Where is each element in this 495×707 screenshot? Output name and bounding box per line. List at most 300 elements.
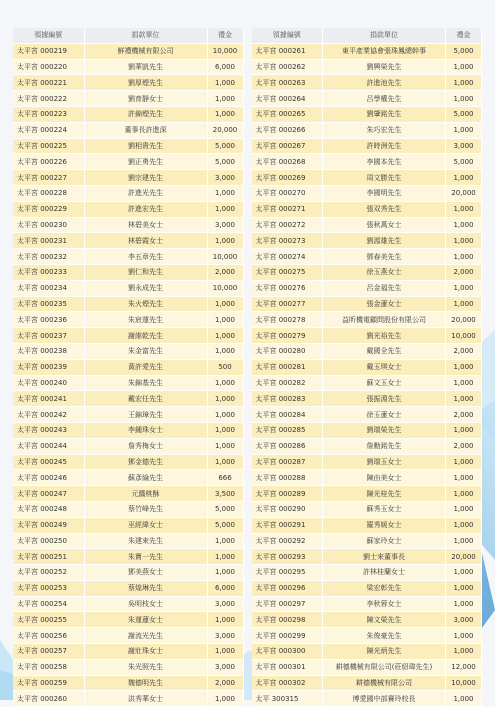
receipt-code-cell: 太平宮 000302	[252, 675, 323, 691]
receipt-code-cell: 太平宮 000267	[252, 138, 323, 154]
table-row	[13, 596, 243, 612]
amount-cell: 1,000	[446, 501, 482, 517]
amount-cell: 1,000	[446, 170, 482, 186]
receipt-code-cell: 太平宮 000262	[252, 59, 323, 75]
receipt-code-cell: 太平宮 000237	[13, 328, 84, 344]
receipt-code-cell: 太平宮 000287	[252, 454, 323, 470]
table-row	[252, 565, 482, 581]
amount-cell: 1,000	[446, 359, 482, 375]
amount-cell: 1,000	[207, 328, 243, 344]
donor-name-cell: 詹勳銘先生	[323, 438, 446, 454]
receipt-code-cell: 太平宮 000292	[252, 533, 323, 549]
donor-name-cell: 劉相貴先生	[84, 138, 207, 154]
amount-cell: 1,000	[207, 91, 243, 107]
amount-cell: 1,000	[446, 59, 482, 75]
table-row	[13, 486, 243, 502]
amount-cell: 2,000	[446, 264, 482, 280]
receipt-code-cell: 太平宮 000300	[252, 644, 323, 660]
amount-cell: 10,000	[446, 675, 482, 691]
amount-cell: 1,000	[446, 486, 482, 502]
donor-name-cell: 周文勝先生	[323, 170, 446, 186]
table-row	[252, 375, 482, 391]
amount-cell: 20,000	[446, 549, 482, 565]
table-row	[252, 91, 482, 107]
donor-name-cell: 徐玉燕女士	[323, 264, 446, 280]
donor-name-cell: 劉仁和先生	[84, 264, 207, 280]
receipt-code-cell: 太平宮 000254	[13, 596, 84, 612]
donor-name-cell: 朱運蓮女士	[84, 612, 207, 628]
donor-name-cell: 林碧霞女士	[84, 233, 207, 249]
table-row	[252, 628, 482, 644]
table-row	[13, 106, 243, 122]
table-row	[252, 264, 482, 280]
amount-cell: 3,000	[207, 628, 243, 644]
receipt-code-cell: 太平宮 000272	[252, 217, 323, 233]
amount-cell: 1,000	[207, 691, 243, 707]
receipt-code-cell: 太平宮 000240	[13, 375, 84, 391]
donor-name-cell: 劉瑞榮先生	[323, 422, 446, 438]
amount-cell: 1,000	[446, 91, 482, 107]
receipt-code-cell: 太平宮 000251	[13, 549, 84, 565]
donor-name-cell: 戴玉琪女士	[323, 359, 446, 375]
table-row	[13, 454, 243, 470]
table-row	[13, 201, 243, 217]
receipt-code-cell: 太平宮 000225	[13, 138, 84, 154]
receipt-code-cell: 太平宮 000289	[252, 486, 323, 502]
amount-cell: 1,000	[446, 517, 482, 533]
donor-name-cell: 許錦煙先生	[84, 106, 207, 122]
donor-name-cell: 蘇彥綸先生	[84, 470, 207, 486]
amount-cell: 1,000	[446, 122, 482, 138]
donor-name-cell: 李國本先生	[323, 154, 446, 170]
table-row	[13, 407, 243, 423]
donor-name-cell: 劉源雄先生	[323, 233, 446, 249]
receipt-code-cell: 太平宮 000229	[13, 201, 84, 217]
table-row	[13, 296, 243, 312]
donor-name-cell: 陳光炳先生	[323, 644, 446, 660]
receipt-code-cell: 太平宮 000244	[13, 438, 84, 454]
header-amount: 禮金	[446, 28, 482, 43]
table-row	[252, 312, 482, 328]
receipt-code-cell: 太平宮 000246	[13, 470, 84, 486]
donor-name-cell: 朱寶一先生	[84, 549, 207, 565]
receipt-code-cell: 太平宮 000220	[13, 59, 84, 75]
receipt-code-cell: 太平 300315	[252, 691, 323, 707]
receipt-code-cell: 太平宮 000255	[13, 612, 84, 628]
amount-cell: 3,000	[446, 138, 482, 154]
receipt-code-cell: 太平宮 000252	[13, 565, 84, 581]
amount-cell: 1,000	[446, 201, 482, 217]
table-row	[13, 517, 243, 533]
amount-cell: 1,000	[207, 438, 243, 454]
receipt-code-cell: 太平宮 000270	[252, 185, 323, 201]
amount-cell: 1,000	[207, 454, 243, 470]
table-row	[252, 659, 482, 675]
amount-cell: 1,000	[207, 233, 243, 249]
amount-cell: 1,000	[207, 343, 243, 359]
table-row	[252, 486, 482, 502]
amount-cell: 1,000	[207, 312, 243, 328]
table-row	[13, 233, 243, 249]
table-row	[13, 359, 243, 375]
amount-cell: 1,000	[207, 407, 243, 423]
table-row	[13, 549, 243, 565]
table-row	[252, 596, 482, 612]
donor-name-cell: 李鍾珠女士	[84, 422, 207, 438]
receipt-code-cell: 太平宮 000279	[252, 328, 323, 344]
table-row	[13, 185, 243, 201]
table-row	[13, 391, 243, 407]
table-row	[13, 628, 243, 644]
donor-name-cell: 許時洲先生	[323, 138, 446, 154]
receipt-code-cell: 太平宮 000249	[13, 517, 84, 533]
table-row	[13, 75, 243, 91]
amount-cell: 5,000	[446, 154, 482, 170]
table-row	[252, 59, 482, 75]
donor-name-cell: 朱巧宏先生	[323, 122, 446, 138]
donor-name-cell: 謝流光先生	[84, 628, 207, 644]
donor-name-cell: 謝維乾先生	[84, 328, 207, 344]
amount-cell: 1,000	[207, 565, 243, 581]
donor-name-cell: 戴國全先生	[323, 343, 446, 359]
receipt-code-cell: 太平宮 000269	[252, 170, 323, 186]
receipt-code-cell: 太平宮 000256	[13, 628, 84, 644]
donor-name-cell: 劉厚煙先生	[84, 75, 207, 91]
receipt-code-cell: 太平宮 000222	[13, 91, 84, 107]
table-row	[13, 375, 243, 391]
amount-cell: 20,000	[207, 122, 243, 138]
amount-cell: 6,000	[207, 59, 243, 75]
donor-name-cell: 朱金富先生	[84, 343, 207, 359]
donor-name-cell: 耕德機械有限公司(莊紹瑋先生)	[323, 659, 446, 675]
table-row	[252, 407, 482, 423]
amount-cell: 1,000	[446, 533, 482, 549]
table-row	[252, 249, 482, 265]
table-row	[13, 501, 243, 517]
receipt-code-cell: 太平宮 000285	[252, 422, 323, 438]
table-row	[252, 280, 482, 296]
receipt-code-cell: 太平宮 000276	[252, 280, 323, 296]
table-row	[252, 43, 482, 59]
table-row	[13, 59, 243, 75]
donor-name-cell: 蘇秀玉女士	[323, 501, 446, 517]
receipt-code-cell: 太平宮 000265	[252, 106, 323, 122]
amount-cell: 5,000	[207, 154, 243, 170]
amount-cell: 3,500	[207, 486, 243, 502]
amount-cell: 5,000	[446, 106, 482, 122]
donor-name-cell: 謝壯珠女士	[84, 644, 207, 660]
receipt-code-cell: 太平宮 000284	[252, 407, 323, 423]
amount-cell: 1,000	[446, 628, 482, 644]
receipt-code-cell: 太平宮 000282	[252, 375, 323, 391]
amount-cell: 1,000	[446, 691, 482, 707]
table-row	[13, 565, 243, 581]
table-row	[13, 691, 243, 707]
amount-cell: 3,000	[207, 659, 243, 675]
donor-name-cell: 劉光裕先生	[323, 328, 446, 344]
receipt-code-cell: 太平宮 000264	[252, 91, 323, 107]
donor-name-cell: 鄧金德先生	[84, 454, 207, 470]
receipt-code-cell: 太平宮 000233	[13, 264, 84, 280]
receipt-code-cell: 太平宮 000257	[13, 644, 84, 660]
receipt-code-cell: 太平宮 000283	[252, 391, 323, 407]
receipt-code-cell: 太平宮 000253	[13, 580, 84, 596]
receipt-code-cell: 太平宮 000231	[13, 233, 84, 249]
amount-cell: 3,000	[207, 217, 243, 233]
table-row	[13, 43, 243, 59]
receipt-code-cell: 太平宮 000275	[252, 264, 323, 280]
table-row	[13, 91, 243, 107]
amount-cell: 5,000	[207, 501, 243, 517]
header-donor: 捐款單位	[323, 28, 446, 43]
table-row	[252, 328, 482, 344]
receipt-code-cell: 太平宮 000288	[252, 470, 323, 486]
donor-name-cell: 巫經緯女士	[84, 517, 207, 533]
amount-cell: 10,000	[207, 280, 243, 296]
table-row	[252, 612, 482, 628]
amount-cell: 1,000	[446, 644, 482, 660]
table-row	[13, 122, 243, 138]
table-row	[252, 106, 482, 122]
donor-name-cell: 許進光先生	[84, 185, 207, 201]
receipt-code-cell: 太平宮 000239	[13, 359, 84, 375]
donor-name-cell: 劉瑞玉女士	[323, 454, 446, 470]
table-row	[252, 549, 482, 565]
donor-name-cell: 呂金福先生	[323, 280, 446, 296]
receipt-code-cell: 太平宮 000291	[252, 517, 323, 533]
receipt-code-cell: 太平宮 000296	[252, 580, 323, 596]
table-row	[13, 659, 243, 675]
donor-name-cell: 鄧春美先生	[323, 249, 446, 265]
donor-name-cell: 吳明枝女士	[84, 596, 207, 612]
amount-cell: 3,000	[207, 596, 243, 612]
donor-name-cell: 羅秀媛女士	[323, 517, 446, 533]
table-row	[13, 217, 243, 233]
receipt-code-cell: 太平宮 000248	[13, 501, 84, 517]
donor-name-cell: 劉正勇先生	[84, 154, 207, 170]
donor-name-cell: 洪秀華女士	[84, 691, 207, 707]
table-row	[13, 328, 243, 344]
table-row	[252, 580, 482, 596]
receipt-code-cell: 太平宮 000297	[252, 596, 323, 612]
receipt-code-cell: 太平宮 000268	[252, 154, 323, 170]
donor-name-cell: 王錦璋先生	[84, 407, 207, 423]
donor-name-cell: 林碧美女士	[84, 217, 207, 233]
donor-name-cell: 東平產業協會張珠鳳總幹事	[323, 43, 446, 59]
table-row	[13, 343, 243, 359]
receipt-code-cell: 太平宮 000278	[252, 312, 323, 328]
donation-list	[13, 28, 482, 707]
donor-name-cell: 呂學權先生	[323, 91, 446, 107]
table-row	[252, 296, 482, 312]
donor-name-cell: 戴宏任先生	[84, 391, 207, 407]
donor-name-cell: 陳由美女士	[323, 470, 446, 486]
receipt-code-cell: 太平宮 000281	[252, 359, 323, 375]
amount-cell: 1,000	[446, 375, 482, 391]
receipt-code-cell: 太平宮 000224	[13, 122, 84, 138]
header-donor: 捐款單位	[84, 28, 207, 43]
table-row	[13, 312, 243, 328]
donation-table-right	[252, 28, 483, 707]
table-row	[252, 501, 482, 517]
amount-cell: 500	[207, 359, 243, 375]
donor-name-cell: 蔡竹峰先生	[84, 501, 207, 517]
table-row	[252, 138, 482, 154]
amount-cell: 1,000	[446, 422, 482, 438]
table-row	[13, 644, 243, 660]
receipt-code-cell: 太平宮 000247	[13, 486, 84, 502]
amount-cell: 2,000	[446, 438, 482, 454]
receipt-code-cell: 太平宮 000266	[252, 122, 323, 138]
donor-name-cell: 劉肇銘先生	[323, 106, 446, 122]
receipt-code-cell: 太平宮 000219	[13, 43, 84, 59]
donor-name-cell: 朱宸運先生	[84, 312, 207, 328]
donor-name-cell: 李國明先生	[323, 185, 446, 201]
donor-name-cell: 益昕機電顧問股份有限公司	[323, 312, 446, 328]
amount-cell: 10,000	[446, 328, 482, 344]
table-row	[13, 612, 243, 628]
donor-name-cell: 博愛國中部賽玲校長	[323, 691, 446, 707]
receipt-code-cell: 太平宮 000295	[252, 565, 323, 581]
amount-cell: 2,000	[207, 675, 243, 691]
table-row	[13, 580, 243, 596]
table-row	[252, 217, 482, 233]
amount-cell: 1,000	[207, 201, 243, 217]
receipt-code-cell: 太平宮 000228	[13, 185, 84, 201]
receipt-code-cell: 太平宮 000261	[252, 43, 323, 59]
table-header-row	[13, 28, 243, 43]
header-code: 領據編號	[13, 28, 84, 43]
donor-name-cell: 張秋萬女士	[323, 217, 446, 233]
donor-name-cell: 耕德機械有限公司	[323, 675, 446, 691]
donor-name-cell: 陳文榮先生	[323, 612, 446, 628]
receipt-code-cell: 太平宮 000273	[252, 233, 323, 249]
amount-cell: 2,000	[446, 343, 482, 359]
amount-cell: 1,000	[446, 391, 482, 407]
donor-name-cell: 劉興榮先生	[323, 59, 446, 75]
receipt-code-cell: 太平宮 000232	[13, 249, 84, 265]
table-row	[13, 264, 243, 280]
receipt-code-cell: 太平宮 000290	[252, 501, 323, 517]
amount-cell: 1,000	[446, 233, 482, 249]
amount-cell: 12,000	[446, 659, 482, 675]
receipt-code-cell: 太平宮 000234	[13, 280, 84, 296]
amount-cell: 1,000	[207, 644, 243, 660]
donor-name-cell: 朱俊豪先生	[323, 628, 446, 644]
table-row	[252, 422, 482, 438]
amount-cell: 3,000	[446, 612, 482, 628]
table-row	[252, 201, 482, 217]
table-row	[13, 422, 243, 438]
amount-cell: 1,000	[207, 75, 243, 91]
table-row	[252, 644, 482, 660]
receipt-code-cell: 太平宮 000271	[252, 201, 323, 217]
donor-name-cell: 朱建來先生	[84, 533, 207, 549]
receipt-code-cell: 太平宮 000223	[13, 106, 84, 122]
donor-name-cell: 李秋蓉女士	[323, 596, 446, 612]
amount-cell: 5,000	[207, 138, 243, 154]
table-row	[252, 170, 482, 186]
donor-name-cell: 劉士來董事長	[323, 549, 446, 565]
receipt-code-cell: 太平宮 000299	[252, 628, 323, 644]
table-row	[252, 454, 482, 470]
donation-table-left	[13, 28, 244, 707]
donor-name-cell: 劉永成先生	[84, 280, 207, 296]
donor-name-cell: 蔡煌琳先生	[84, 580, 207, 596]
table-row	[252, 438, 482, 454]
header-amount: 禮金	[207, 28, 243, 43]
table-row	[252, 359, 482, 375]
donor-name-cell: 黃許愛先生	[84, 359, 207, 375]
donor-name-cell: 朱光照先生	[84, 659, 207, 675]
receipt-code-cell: 太平宮 000286	[252, 438, 323, 454]
table-row	[13, 533, 243, 549]
receipt-code-cell: 太平宮 000241	[13, 391, 84, 407]
table-row	[13, 154, 243, 170]
receipt-code-cell: 太平宮 000293	[252, 549, 323, 565]
table-row	[13, 438, 243, 454]
donor-name-cell: 蘇文玉女士	[323, 375, 446, 391]
amount-cell: 1,000	[446, 596, 482, 612]
receipt-code-cell: 太平宮 000226	[13, 154, 84, 170]
donor-name-cell: 許進宏先生	[84, 201, 207, 217]
amount-cell: 1,000	[207, 422, 243, 438]
receipt-code-cell: 太平宮 000235	[13, 296, 84, 312]
receipt-code-cell: 太平宮 000258	[13, 659, 84, 675]
amount-cell: 1,000	[446, 249, 482, 265]
amount-cell: 10,000	[207, 249, 243, 265]
receipt-code-cell: 太平宮 000274	[252, 249, 323, 265]
amount-cell: 10,000	[207, 43, 243, 59]
table-row	[252, 391, 482, 407]
receipt-code-cell: 太平宮 000236	[13, 312, 84, 328]
amount-cell: 5,000	[446, 43, 482, 59]
donor-name-cell: 劉育靜女士	[84, 91, 207, 107]
table-row	[13, 280, 243, 296]
receipt-code-cell: 太平宮 000230	[13, 217, 84, 233]
receipt-code-cell: 太平宮 000301	[252, 659, 323, 675]
receipt-code-cell: 太平宮 000259	[13, 675, 84, 691]
table-row	[252, 122, 482, 138]
amount-cell: 1,000	[446, 217, 482, 233]
receipt-code-cell: 太平宮 000298	[252, 612, 323, 628]
table-row	[252, 154, 482, 170]
amount-cell: 1,000	[446, 75, 482, 91]
donor-name-cell: 梁宏彰先生	[323, 580, 446, 596]
donor-name-cell: 魏德明先生	[84, 675, 207, 691]
receipt-code-cell: 太平宮 000221	[13, 75, 84, 91]
amount-cell: 1,000	[446, 580, 482, 596]
amount-cell: 1,000	[207, 375, 243, 391]
table-row	[13, 249, 243, 265]
table-row	[252, 691, 482, 707]
header-code: 領據編號	[252, 28, 323, 43]
table-row	[252, 233, 482, 249]
amount-cell: 1,000	[446, 470, 482, 486]
amount-cell: 666	[207, 470, 243, 486]
donor-name-cell: 許進池先生	[323, 75, 446, 91]
amount-cell: 1,000	[446, 565, 482, 581]
amount-cell: 1,000	[207, 533, 243, 549]
amount-cell: 2,000	[446, 407, 482, 423]
table-header-row	[252, 28, 482, 43]
donor-name-cell: 蘇家玲女士	[323, 533, 446, 549]
donor-name-cell: 鄧美燕女士	[84, 565, 207, 581]
table-row	[13, 170, 243, 186]
receipt-code-cell: 太平宮 000260	[13, 691, 84, 707]
amount-cell: 20,000	[446, 185, 482, 201]
table-row	[252, 675, 482, 691]
